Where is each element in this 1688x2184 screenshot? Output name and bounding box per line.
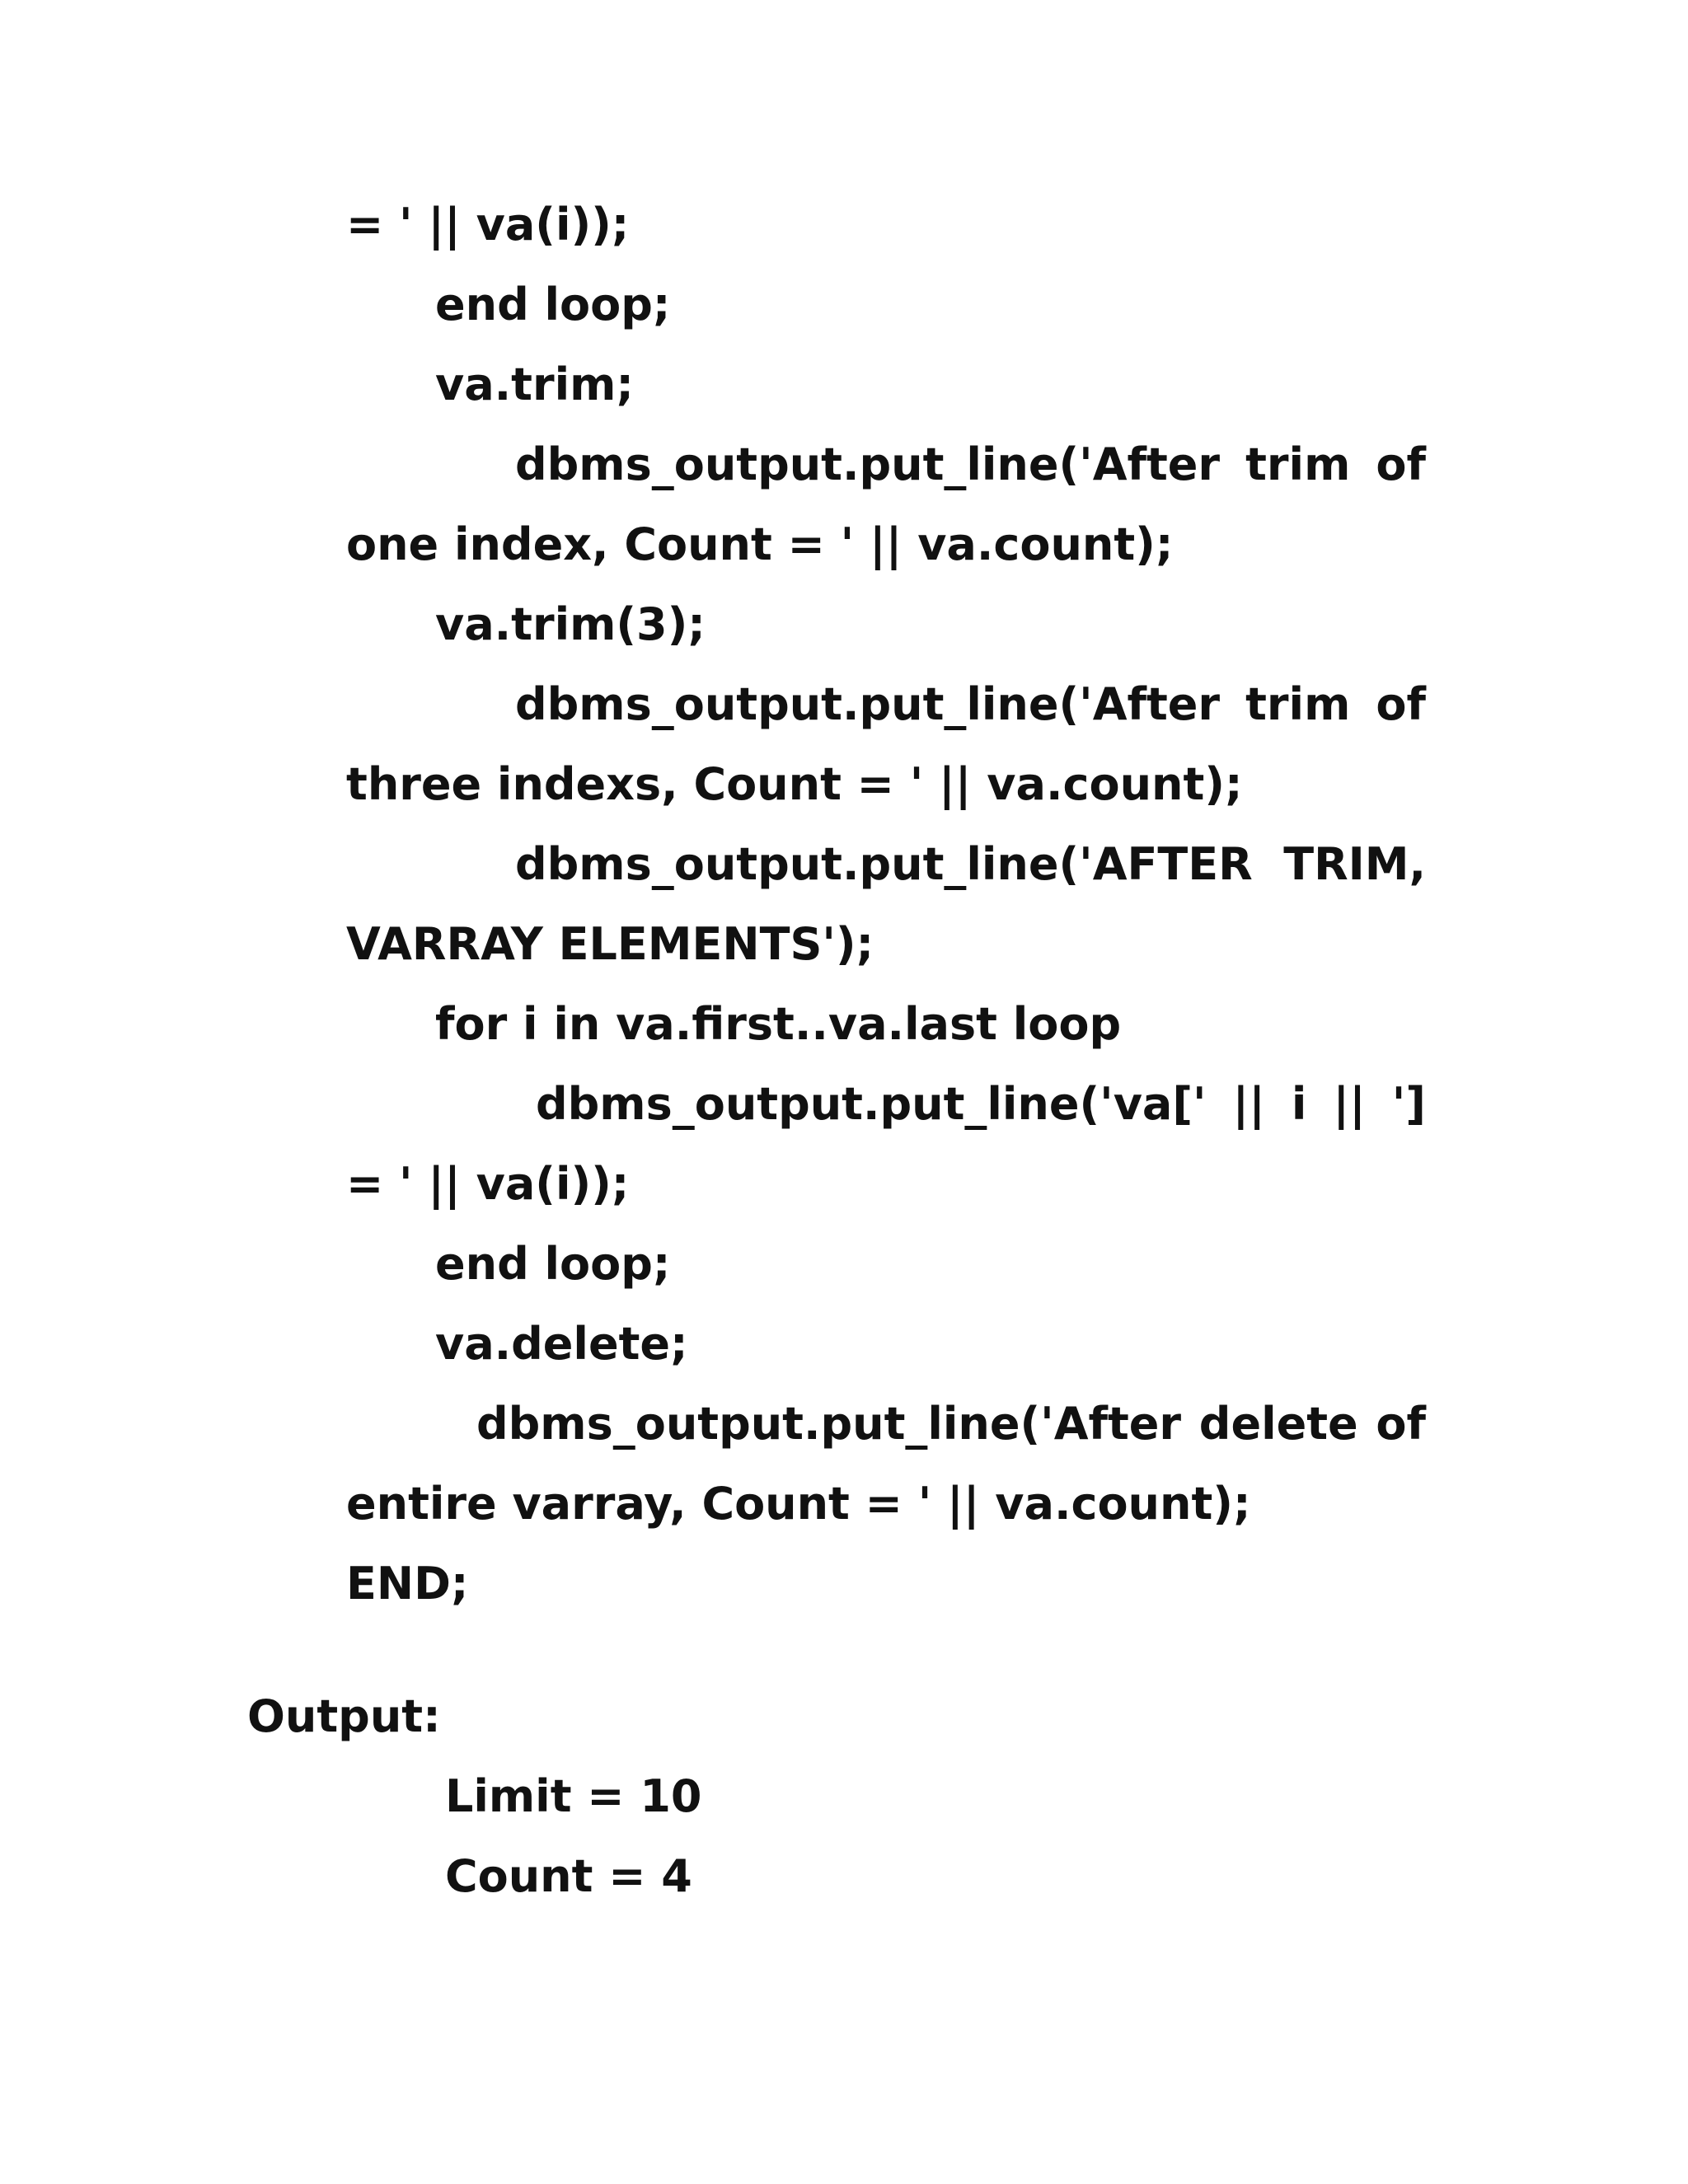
code-line: = ' || va(i)); xyxy=(346,1158,630,1210)
code-line: three indexs, Count = ' || va.count); xyxy=(346,758,1243,810)
code-word: dbms_output.put_line('After xyxy=(476,1398,1182,1450)
code-line: = ' || va(i)); xyxy=(346,199,630,251)
code-word: of xyxy=(1376,438,1426,490)
code-word: i xyxy=(1291,1078,1307,1130)
output-heading: Output: xyxy=(247,1690,441,1742)
code-line: end loop; xyxy=(435,279,671,330)
code-line: end loop; xyxy=(435,1238,671,1290)
code-line: one index, Count = ' || va.count); xyxy=(346,518,1174,570)
code-word: || xyxy=(1232,1078,1265,1130)
code-word: dbms_output.put_line('va[' xyxy=(536,1078,1207,1130)
code-line: VARRAY ELEMENTS'); xyxy=(346,918,874,970)
code-line: va.trim(3); xyxy=(435,598,706,650)
code-word: dbms_output.put_line('After xyxy=(515,438,1221,490)
code-word: TRIM, xyxy=(1283,838,1426,890)
code-word: '] xyxy=(1391,1078,1426,1130)
code-line xyxy=(515,837,1426,892)
output-line: Limit = 10 xyxy=(445,1770,702,1822)
code-word: of xyxy=(1376,678,1426,730)
code-line: va.trim; xyxy=(435,359,634,410)
code-word: dbms_output.put_line('After xyxy=(515,678,1221,730)
code-word: trim xyxy=(1245,438,1351,490)
code-word: || xyxy=(1333,1078,1366,1130)
code-line: END; xyxy=(346,1558,469,1610)
code-word: of xyxy=(1376,1398,1426,1450)
code-line: va.delete; xyxy=(435,1318,688,1370)
code-word: trim xyxy=(1245,678,1351,730)
output-line: Count = 4 xyxy=(445,1850,692,1902)
code-line xyxy=(515,677,1426,732)
code-word: dbms_output.put_line('AFTER xyxy=(515,838,1253,890)
code-line xyxy=(536,1077,1426,1132)
code-line: for i in va.first..va.last loop xyxy=(435,998,1122,1050)
code-word: delete xyxy=(1198,1398,1358,1450)
code-line xyxy=(515,438,1426,492)
code-line xyxy=(476,1397,1426,1451)
code-line: entire varray, Count = ' || va.count); xyxy=(346,1478,1251,1530)
